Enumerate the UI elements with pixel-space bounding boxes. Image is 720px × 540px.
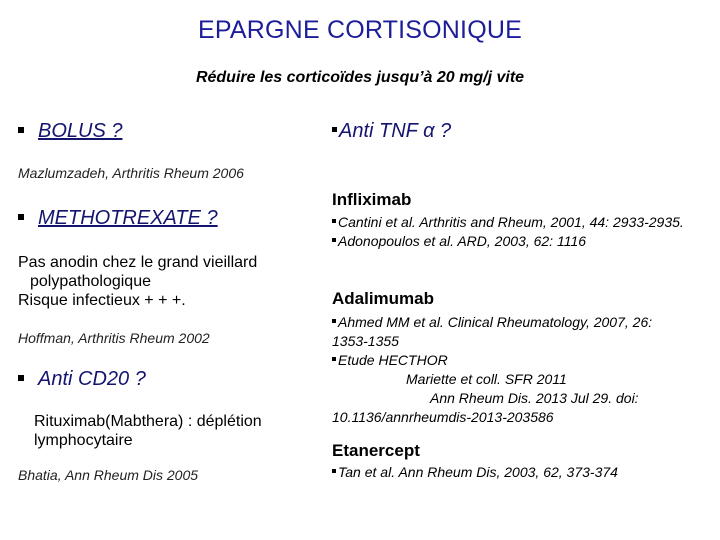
methotrexate-line-3: Risque infectieux + + +. (18, 292, 186, 309)
square-bullet-icon (332, 469, 336, 473)
infliximab-ref-2: Adonopoulos et al. ARD, 2003, 62: 1116 (332, 232, 692, 251)
cd20-text (34, 412, 314, 450)
etanercept-refs (332, 463, 692, 482)
cd20-line-2: lymphocytaire (34, 432, 133, 449)
infliximab-name: Infliximab (332, 190, 412, 209)
adalimumab-ref-2: Etude HECTHOR (332, 351, 672, 370)
slide-subtitle: Réduire les corticoïdes jusqu’à 20 mg/j vite (195, 69, 525, 86)
bolus-heading (18, 120, 122, 143)
etanercept-ref-1: Tan et al. Ann Rheum Dis, 2003, 62, 373-374 (332, 463, 692, 482)
adalimumab-name: Adalimumab (332, 289, 435, 308)
square-bullet-icon (332, 319, 336, 323)
adalimumab-ref-1: Ahmed MM et al. Clinical Rheumatology, 2007, 26: 1353-1355 (332, 314, 653, 349)
infliximab-refs (332, 213, 692, 251)
cd20-heading (18, 368, 146, 391)
cd20-label: Anti CD20 ? (38, 368, 146, 390)
cd20-citation: Bhatia, Ann Rheum Dis 2005 (18, 467, 199, 483)
square-bullet-icon (18, 214, 24, 220)
square-bullet-icon (332, 238, 336, 242)
bolus-label: BOLUS ? (38, 120, 123, 142)
methotrexate-line-1: Pas anodin chez le grand vieillard (18, 254, 258, 271)
adalimumab-refs (332, 313, 672, 427)
bolus-citation: Mazlumzadeh, Arthritis Rheum 2006 (18, 165, 244, 181)
methotrexate-citation: Hoffman, Arthritis Rheum 2002 (18, 330, 210, 346)
adalimumab-ref-4: Ann Rheum Dis. 2013 Jul 29. doi: 10.1136/annrheumdis-2013-203586 (332, 390, 639, 425)
methotrexate-label: METHOTREXATE ? (38, 207, 218, 229)
cd20-line-1: Rituximab(Mabthera) : déplétion (34, 413, 262, 430)
anti-tnf-heading (332, 120, 451, 143)
infliximab-ref-1: Cantini et al. Arthritis and Rheum, 2001, 44: 2933-2935. (332, 213, 692, 232)
etanercept-name: Etanercept (332, 441, 420, 460)
square-bullet-icon (332, 219, 336, 223)
anti-tnf-label: Anti TNF α ? (339, 120, 452, 142)
square-bullet-icon (332, 357, 336, 361)
square-bullet-icon (18, 375, 24, 381)
adalimumab-ref-3: Mariette et coll. SFR 2011 (406, 371, 567, 387)
methotrexate-line-2: polypathologique (30, 273, 151, 290)
square-bullet-icon (332, 127, 337, 132)
methotrexate-text (18, 253, 308, 310)
methotrexate-heading (18, 207, 218, 230)
square-bullet-icon (18, 127, 24, 133)
slide-title: EPARGNE CORTISONIQUE (198, 16, 522, 44)
